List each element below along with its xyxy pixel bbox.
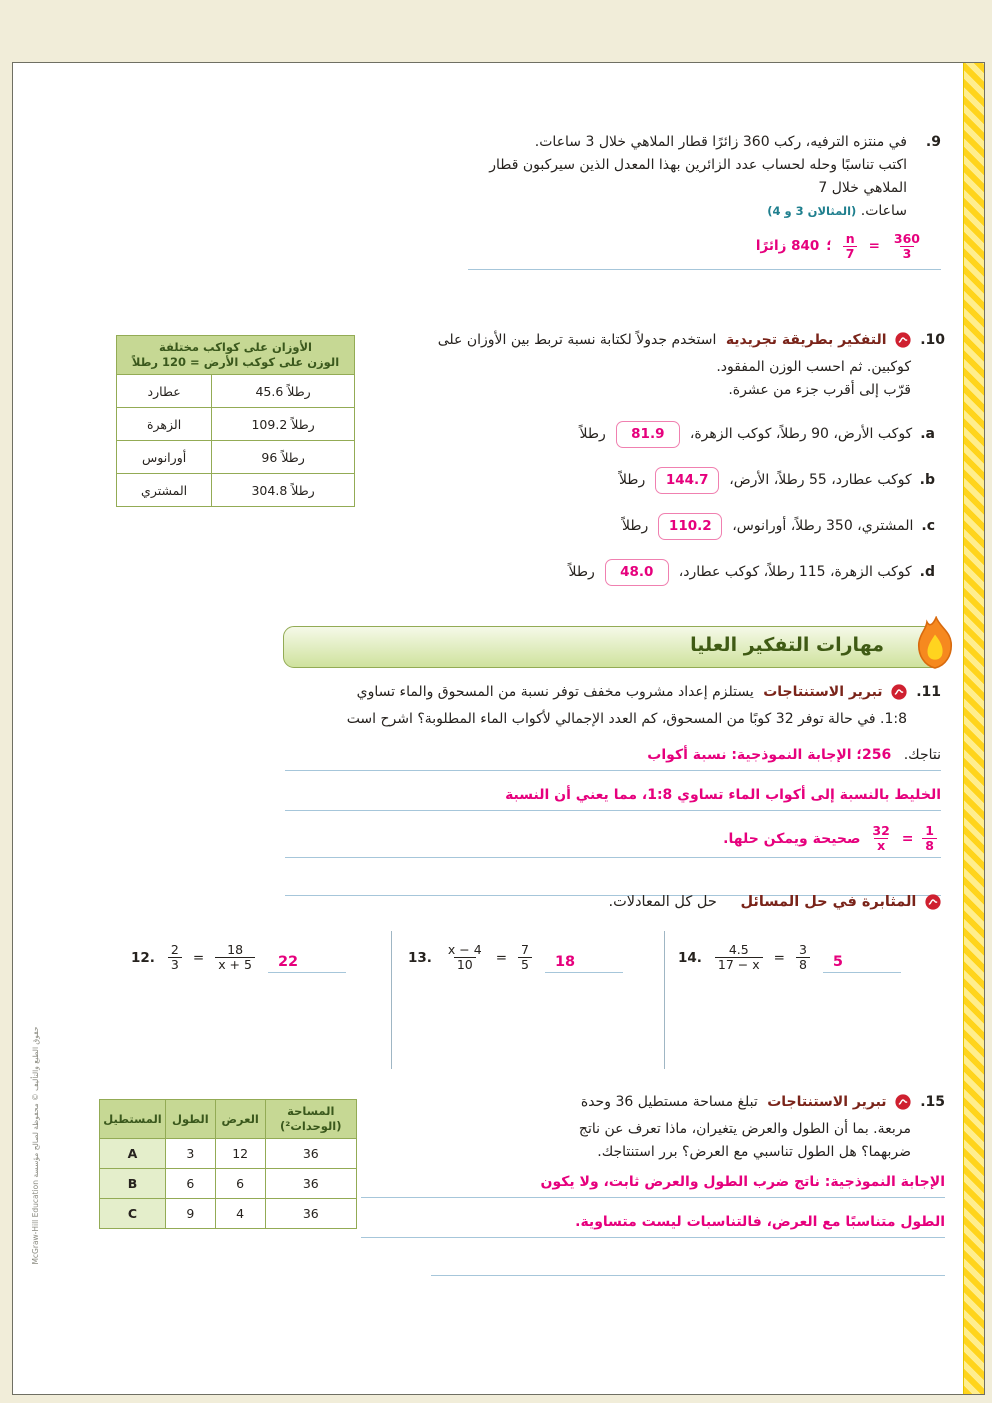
answer-line: الإجابة النموذجية: ناتج ضرب الطول والعرض ثابت، ولا يكون: [361, 1171, 945, 1198]
copyright-vertical-text: حقوق الطبع والتأليف © محفوظة لصالح مؤسسة McGraw-Hill Education: [31, 1026, 40, 1265]
answer-box: 144.7: [655, 467, 719, 494]
column-divider: [391, 931, 392, 1069]
section-banner-hots: [283, 626, 945, 668]
workbook-page: [12, 62, 985, 1395]
answer-line: نتاجك. 256؛ الإجابة النموذجية: نسبة أكواب: [285, 744, 941, 771]
sub-question-a: a. كوكب الأرض، 90 رطلاً، كوكب الزهرة، 81.9 رطلاً: [365, 421, 945, 448]
practice-icon: [891, 684, 907, 708]
table-row: أورانوس 96 رطلاً: [117, 441, 355, 474]
fraction: $\frac{2}{3}$: [168, 943, 182, 973]
fraction: $\frac{x - 4}{10}$: [447, 942, 482, 973]
equation-12: 12. $\frac{2}{3}$ = $\frac{18}{x + 5}$ 22: [131, 943, 346, 973]
table-row: A 3 12 36: [100, 1139, 357, 1169]
fraction: $\frac{18}{x + 5}$: [215, 943, 255, 973]
decorative-stripe-band: [963, 63, 984, 1394]
problem-text: في منتزه الترفيه، ركب 360 زائرًا قطار الملاهي خلال 3 ساعات.: [534, 134, 907, 150]
table-title: الأوزان على كواكب مختلفة الوزن على كوكب الأرض = 120 رطلاً: [117, 336, 355, 375]
planet-weights-table: [116, 335, 355, 507]
example-reference: (المثالان 3 و 4): [767, 204, 857, 218]
answer-box: 110.2: [658, 513, 722, 540]
problem-10: 10. التفكير بطريقة تجريدية استخدم جدولاً لكتابة نسبة تربط بين الأوزان على كوكبين. ثم احسب الوزن المفقود. قرّب إلى أقرب جزء من عشرة. a. كوكب الأرض، 90 رطلاً، كوكب الزهرة، 81.9 رطلاً b. كوكب عطارد، 55 رطلاً، الأرض، 144.7 رطلاً c. المشتري، 350 رطلاً، أورانوس، 110.2 رطلاً d. كوكب الزهرة، 115 رطلاً، كوكب عطارد، 48.0 رطلاً: [365, 329, 945, 586]
handwritten-answer: 18: [554, 953, 576, 970]
practice-label: تبرير الاستنتاجات: [767, 1094, 887, 1110]
sub-question-d: d. كوكب الزهرة، 115 رطلاً، كوكب عطارد، 48.0 رطلاً: [365, 559, 945, 586]
column-divider: [664, 931, 665, 1069]
answer-rule-line: [468, 269, 941, 270]
answer-box: 48.0: [605, 559, 669, 586]
problem-11: 11. تبرير الاستنتاجات يستلزم إعداد مشروب مخفف توفر نسبة من المسحوق والماء تساوي 1:8. في حالة توفر 32 كوبًا من المسحوق، كم العدد الإجمالي لأكواب الماء المطلوبة؟ اشرح است نتاجك. 256؛ الإجابة النموذجية: نسبة أكواب الخليط بالنسبة إلى أكواب الماء تساوي 1:8، مما يعني أن النسبة $\frac{1}{8}$ = $\frac{32}{x}$ صحيحة ويمكن حلها.: [285, 681, 941, 896]
instruction-text: حل كل المعادلات.: [608, 894, 717, 910]
handwritten-answer: $\frac{360}{3}$ = $\frac{n}{7}$ ؛ 840 زائرًا: [468, 232, 927, 262]
table-row: الزهرة 109.2 رطلاً: [117, 408, 355, 441]
problem-9: 9. في منتزه الترفيه، ركب 360 زائرًا قطار الملاهي خلال 3 ساعات. اكتب تناسبًا وحله لحساب عدد الزائرين بهذا المعدل الذين سيركبون قطار الملاهي خلال 7 ساعات. (المثالان 3 و 4) $\frac{360}{3}$ = $\frac{n}{7}$ ؛ 840 زائرًا: [468, 131, 941, 270]
handwritten-answer: 22: [277, 953, 299, 970]
sub-question-c: c. المشتري، 350 رطلاً، أورانوس، 110.2 رطلاً: [365, 513, 945, 540]
answer-line: [823, 954, 901, 973]
answer-line: $\frac{1}{8}$ = $\frac{32}{x}$ صحيحة ويمكن حلها.: [285, 824, 941, 858]
practice-icon: [895, 1094, 911, 1118]
answer-line-empty: [285, 871, 941, 896]
table-row: المشتري 304.8 رطلاً: [117, 474, 355, 507]
perseverance-header: [313, 894, 941, 914]
answer-line-empty: [431, 1251, 945, 1276]
problem-number: 11.: [916, 684, 941, 700]
table-header-row: المستطيل الطول العرض المساحة (الوحدات²): [100, 1100, 357, 1139]
problem-number: 9.: [925, 134, 941, 150]
handwritten-answer: 5: [832, 953, 844, 970]
practice-icon: [925, 894, 941, 914]
fraction: $\frac{1}{8}$: [922, 824, 937, 854]
equation-14: 14. $\frac{4.5}{17 - x}$ = $\frac{3}{8}$ 5: [678, 943, 901, 973]
table-row: عطارد 45.6 رطلاً: [117, 375, 355, 408]
equation-13: 13. $\frac{x - 4}{10}$ = $\frac{7}{5}$ 18: [408, 943, 623, 973]
answer-line: [545, 954, 623, 973]
table-row: C 9 4 36: [100, 1199, 357, 1229]
practice-icon: [895, 332, 911, 356]
answer-line: الطول متناسبًا مع العرض، فالتناسبات ليست متساوية.: [361, 1211, 945, 1238]
fraction: $\frac{7}{5}$: [518, 943, 532, 973]
problem-15-answers: [361, 1171, 945, 1276]
problem-15: 15. تبرير الاستنتاجات تبلغ مساحة مستطيل 36 وحدة مربعة. بما أن الطول والعرض يتغيران، ماذا تعرف عن ناتج ضربهما؟ هل الطول تناسبي مع العرض؟ برر استنتاجك.: [505, 1091, 945, 1164]
problem-number: 10.: [920, 332, 945, 348]
handwritten-answer: 256؛ الإجابة النموذجية: نسبة أكواب: [647, 747, 892, 763]
answer-line: الخليط بالنسبة إلى أكواب الماء تساوي 1:8، مما يعني أن النسبة: [285, 784, 941, 811]
fraction: $\frac{3}{8}$: [796, 943, 810, 973]
sub-question-b: b. كوكب عطارد، 55 رطلاً، الأرض، 144.7 رطلاً: [365, 467, 945, 494]
problem-number: 15.: [920, 1094, 945, 1110]
fraction: $\frac{n}{7}$: [843, 232, 858, 262]
fraction: $\frac{4.5}{17 - x}$: [715, 943, 763, 973]
flame-icon: [912, 616, 958, 678]
fraction: $\frac{32}{x}$: [872, 823, 890, 854]
answer-box: 81.9: [616, 421, 680, 448]
answer-line: [268, 954, 346, 973]
practice-label: التفكير بطريقة تجريدية: [725, 332, 887, 348]
fraction: $\frac{360}{3}$: [893, 231, 920, 262]
table-row: B 6 6 36: [100, 1169, 357, 1199]
practice-label: المثابرة في حل المسائل: [740, 894, 917, 910]
practice-label: تبرير الاستنتاجات: [763, 684, 883, 700]
section-title: مهارات التفكير العليا: [690, 634, 884, 656]
rectangle-table: [99, 1099, 357, 1229]
